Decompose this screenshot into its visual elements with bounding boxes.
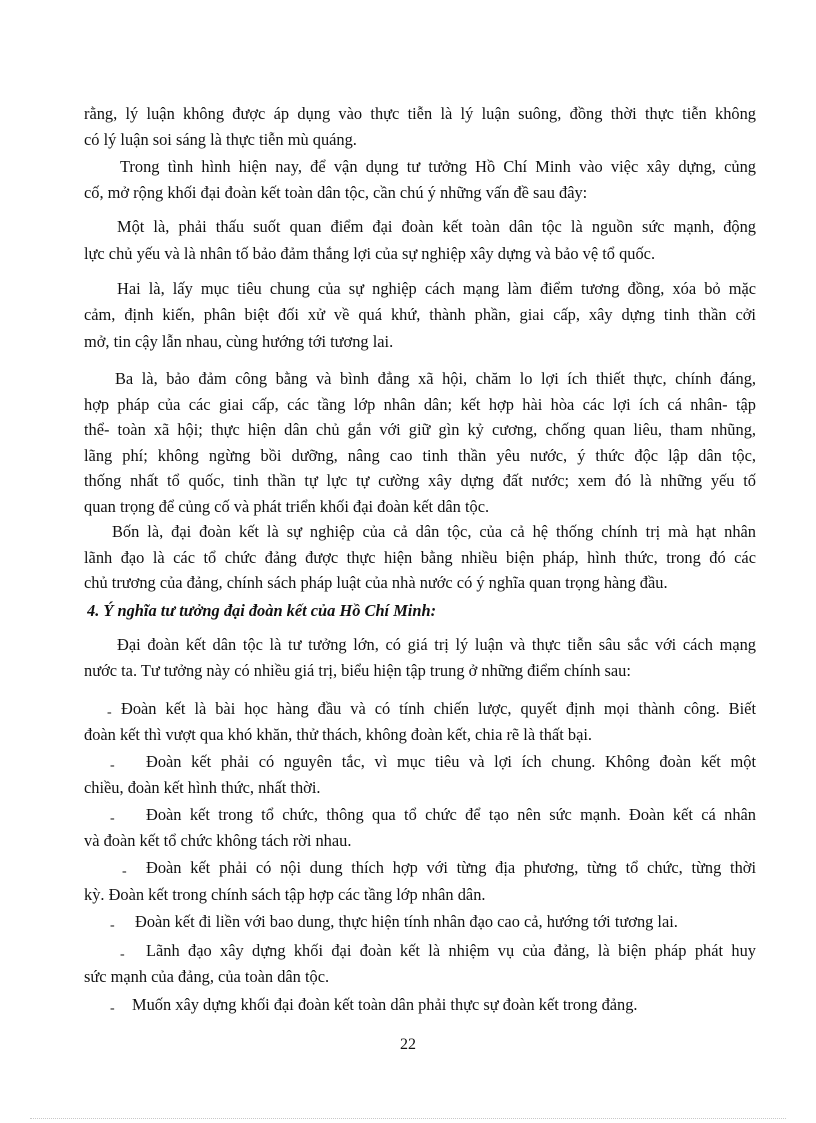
bullet-line: Đoàn kết phải có nội dung thích hợp với từng địa phương, từng tổ chức, từng thời — [146, 858, 756, 877]
text-line: chủ trương của đảng, chính sách pháp luật của nhà nước có ý nghĩa quan trọng hàng đầu. — [84, 573, 668, 592]
text-line: Hai là, lấy mục tiêu chung của sự nghiệp cách mạng làm điểm tương đồng, xóa bỏ mặc — [117, 279, 756, 298]
text-line: Đại đoàn kết dân tộc là tư tưởng lớn, có giá trị lý luận và thực tiễn sâu sắc với cách mạng — [117, 635, 756, 654]
bullet-dash: - — [110, 1001, 115, 1016]
bullet-line: Đoàn kết phải có nguyên tắc, vì mục tiêu và lợi ích chung. Không đoàn kết một — [146, 752, 756, 771]
page-number: 22 — [400, 1036, 416, 1053]
bullet-line: Đoàn kết đi liền với bao dung, thực hiện tính nhân đạo cao cả, hướng tới tương lai. — [135, 912, 678, 931]
text-line: thể- toàn xã hội; thực hiện dân chủ gắn với giữ gìn kỷ cương, chống quan liêu, tham nhũng, — [84, 420, 756, 439]
text-line: sức mạnh của đảng, của toàn dân tộc. — [84, 967, 330, 986]
text-line: cố, mở rộng khối đại đoàn kết toàn dân tộc, cần chú ý những vấn đề sau đây: — [84, 183, 588, 202]
text-line: mở, tin cậy lẫn nhau, cùng hướng tới tương lai. — [84, 332, 394, 351]
text-line: quan trọng để củng cố và phát triển khối đại đoàn kết dân tộc. — [84, 497, 490, 516]
text-line: kỳ. Đoàn kết trong chính sách tập hợp các tầng lớp nhân dân. — [84, 885, 486, 904]
text-line: Bốn là, đại đoàn kết là sự nghiệp của cả dân tộc, của cả hệ thống chính trị mà hạt nhân — [112, 522, 756, 541]
text-line: lực chủ yếu và là nhân tố bảo đảm thắng lợi của sự nghiệp xây dựng và bảo vệ tổ quốc. — [84, 244, 656, 263]
bullet-line: Đoàn kết là bài học hàng đầu và có tính chiến lược, quyết định mọi thành công. Biết — [121, 699, 756, 718]
page-bottom-divider — [30, 1118, 786, 1119]
text-line: rằng, lý luận không được áp dụng vào thực tiễn là lý luận suông, đồng thời thực tiễn không — [84, 104, 756, 123]
bullet-line: Đoàn kết trong tổ chức, thông qua tổ chức để tạo nên sức mạnh. Đoàn kết cá nhân — [146, 805, 756, 824]
text-line: Ba là, bảo đảm công bằng và bình đẳng xã hội, chăm lo lợi ích thiết thực, chính đáng, — [115, 369, 756, 388]
text-line: cảm, định kiến, phân biệt đối xử về quá khứ, thành phần, giai cấp, xây dựng tinh thần cởi — [84, 305, 756, 324]
text-line: Trong tình hình hiện nay, để vận dụng tư tưởng Hồ Chí Minh vào việc xây dựng, củng — [120, 157, 756, 176]
text-line: nước ta. Tư tưởng này có nhiều giá trị, biểu hiện tập trung ở những điểm chính sau: — [84, 661, 631, 680]
text-line: và đoàn kết tổ chức không tách rời nhau. — [84, 831, 352, 850]
text-line: thống nhất tổ quốc, tinh thần tự lực tự cường xây dựng đất nước; xem đó là những yếu tố — [84, 471, 756, 490]
text-line: lãnh đạo là các tổ chức đảng được thực hiện bằng nhiều biện pháp, hình thức, trong đó các — [84, 548, 756, 567]
bullet-line: Muốn xây dựng khối đại đoàn kết toàn dân phải thực sự đoàn kết trong đảng. — [132, 995, 638, 1014]
bullet-line: Lãnh đạo xây dựng khối đại đoàn kết là nhiệm vụ của đảng, là biện pháp phát huy — [146, 941, 756, 960]
text-line: hợp pháp của các giai cấp, các tầng lớp nhân dân; kết hợp hài hòa các lợi ích cá nhân- tập — [84, 395, 756, 414]
section-heading: 4. Ý nghĩa tư tưởng đại đoàn kết của Hồ Chí Minh: — [87, 601, 437, 620]
bullet-dash: - — [107, 705, 112, 720]
bullet-dash: - — [110, 918, 115, 933]
text-line: chiều, đoàn kết hình thức, nhất thời. — [84, 778, 321, 797]
bullet-dash: - — [110, 758, 115, 773]
text-line: có lý luận soi sáng là thực tiễn mù quáng. — [84, 130, 357, 149]
text-line: Một là, phải thấu suốt quan điểm đại đoàn kết toàn dân tộc là nguồn sức mạnh, động — [117, 217, 756, 236]
bullet-dash: - — [122, 864, 127, 879]
bullet-dash: - — [110, 811, 115, 826]
text-line: lãng phí; không ngừng bồi dưỡng, nâng cao tinh thần yêu nước, ý thức độc lập dân tộc, — [84, 446, 756, 465]
bullet-dash: - — [120, 947, 125, 962]
text-line: đoàn kết thì vượt qua khó khăn, thử thách, không đoàn kết, chia rẽ là thất bại. — [84, 725, 593, 744]
